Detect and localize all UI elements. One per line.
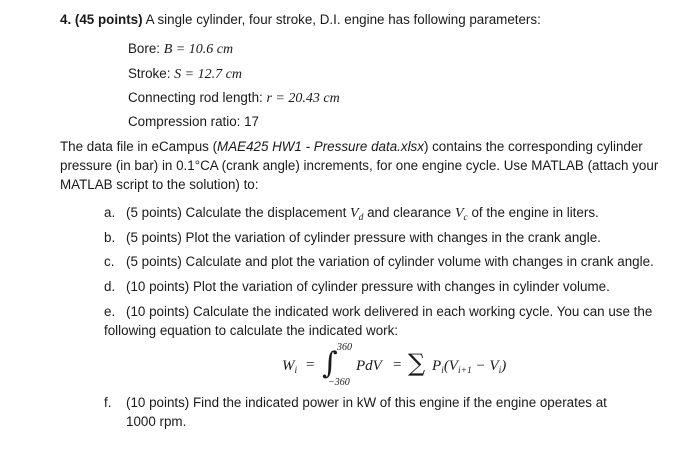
item-marker: d.	[104, 279, 116, 294]
item-marker: e.	[104, 304, 116, 319]
text-span: (5 points) Calculate the displacement	[126, 205, 351, 220]
item-text: (5 points) Calculate and plot the variation of cylinder volume with changes in crank angle.	[126, 254, 654, 269]
item-b	[104, 230, 601, 245]
param-value: S = 12.7 cm	[174, 67, 242, 82]
eq-lower-limit: −360	[328, 377, 350, 388]
data-file-name: MAE425 HW1 - Pressure data.xlsx	[217, 139, 424, 154]
sub-d: d	[358, 213, 364, 223]
eq-w: W	[282, 358, 295, 374]
param-compression-ratio	[128, 114, 259, 129]
eq-rhs	[432, 358, 506, 375]
item-f-line-2: 1000 rpm.	[126, 414, 187, 429]
sum-icon: ∑	[408, 349, 426, 377]
param-value: r = 20.43 cm	[266, 91, 340, 106]
eq-paren-open: (V	[443, 358, 458, 374]
item-e-line-2: following equation to calculate the indicated work:	[104, 323, 399, 338]
item-c	[104, 254, 654, 269]
param-label: Stroke:	[128, 66, 175, 81]
paragraph-line-2: pressure (in bar) in 0.1°CA (crank angle) increments, for one engine cycle. Use MATLAB (attach your	[60, 158, 659, 173]
sub-c: c	[463, 213, 468, 223]
param-rod-length	[128, 90, 340, 107]
displacement-volume	[350, 206, 363, 221]
indicated-work-equation	[282, 342, 522, 388]
text-span: ) contains the corresponding cylinder	[423, 139, 643, 154]
eq-minus: − V	[471, 358, 499, 374]
eq-sub: i+1	[457, 366, 472, 376]
eq-lhs	[282, 358, 297, 375]
eq-paren-close: )	[501, 358, 507, 374]
param-stroke	[128, 66, 242, 83]
eq-integrand: PdV	[356, 358, 382, 374]
item-marker: c.	[104, 254, 115, 269]
item-text: (10 points) Calculate the indicated work delivered in each working cycle. You can use the	[126, 304, 653, 319]
item-text: (5 points) Plot the variation of cylinder pressure with changes in the crank angle.	[126, 230, 601, 245]
problem-number: 4. (45 points)	[60, 12, 143, 27]
item-marker: b.	[104, 230, 116, 245]
item-a	[104, 205, 599, 222]
param-value: B = 10.6 cm	[163, 42, 234, 57]
param-label: Compression ratio: 17	[128, 114, 259, 129]
clearance-volume	[455, 206, 468, 221]
text-span: of the engine in liters.	[467, 205, 599, 220]
paragraph-line-1	[60, 139, 643, 154]
eq-sub-i: i	[294, 366, 298, 376]
item-marker: f.	[104, 395, 112, 410]
eq-equals-1: =	[306, 357, 315, 373]
item-text: (10 points) Find the indicated power in kW of this engine if the engine operates at	[126, 395, 607, 410]
var-v: V	[350, 206, 359, 221]
item-marker: a.	[104, 205, 116, 220]
eq-equals-2: =	[393, 357, 402, 373]
text-span: The data file in eCampus (	[60, 139, 218, 154]
eq-sub: i	[441, 366, 444, 376]
problem-intro: A single cylinder, four stroke, D.I. engine has following parameters:	[145, 12, 541, 27]
text-span: and clearance	[363, 205, 455, 220]
item-e-line-1	[104, 304, 652, 319]
param-bore	[128, 41, 233, 58]
eq-p: P	[432, 358, 442, 374]
item-text: (10 points) Plot the variation of cylinder pressure with changes in cylinder volume.	[126, 279, 610, 294]
eq-upper-limit: 360	[337, 342, 352, 353]
eq-sub: i	[498, 366, 502, 376]
integral-icon: ∫	[322, 346, 338, 381]
param-label: Connecting rod length:	[128, 90, 267, 105]
problem-header	[60, 12, 541, 27]
paragraph-line-3: MATLAB script to the solution) to:	[60, 177, 259, 192]
param-label: Bore:	[128, 41, 164, 56]
item-d	[104, 279, 610, 294]
item-f-line-1	[104, 395, 607, 410]
var-v: V	[454, 206, 464, 221]
